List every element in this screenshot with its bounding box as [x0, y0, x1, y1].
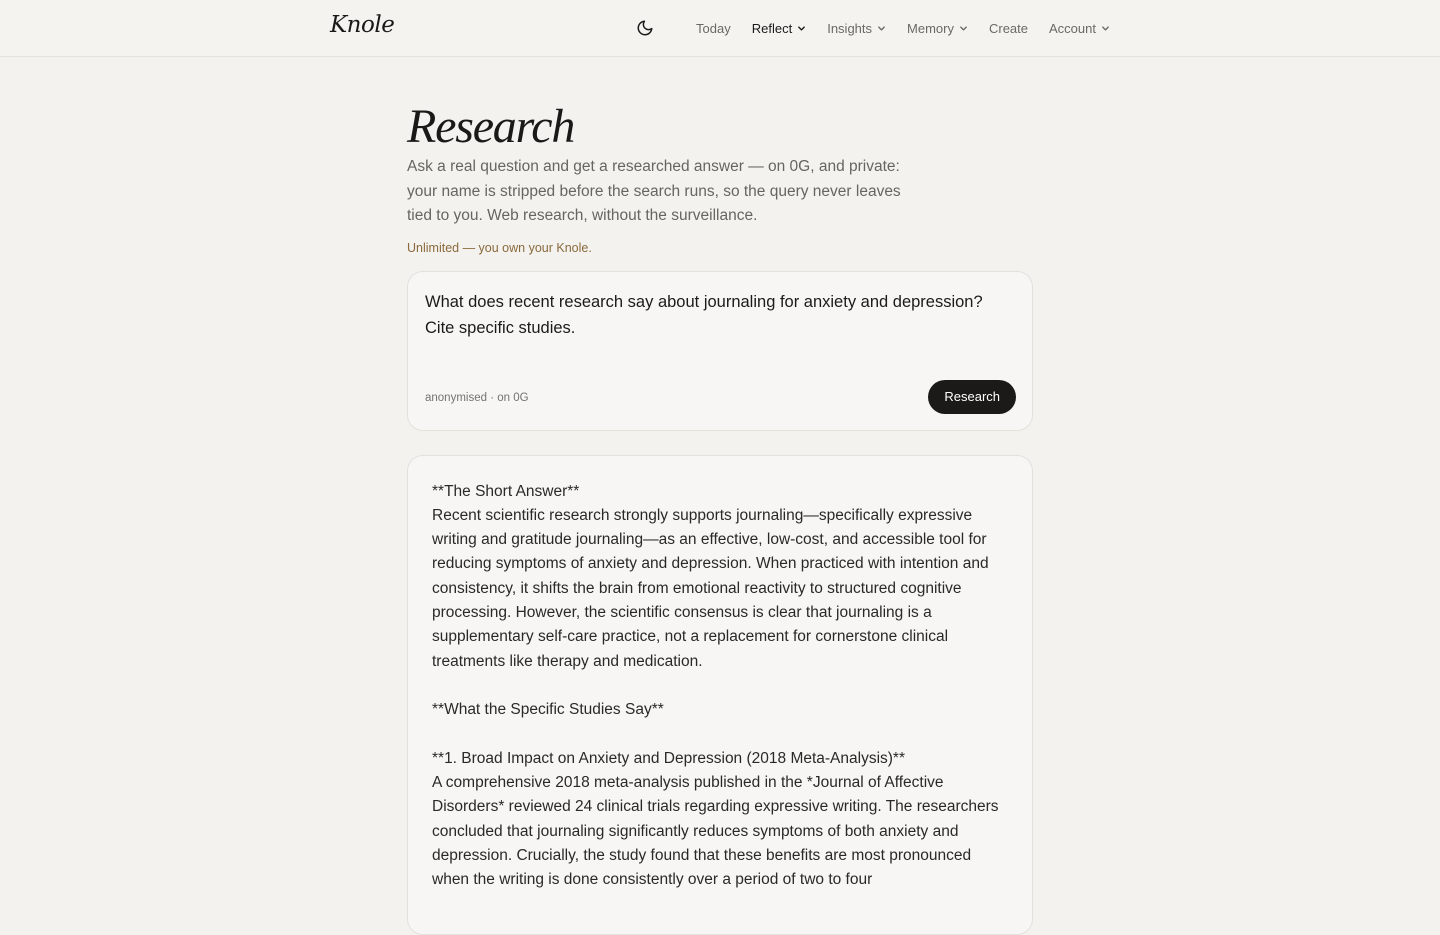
nav-insights-label: Insights: [827, 20, 873, 36]
nav-account[interactable]: [1049, 21, 1110, 36]
knole-logo[interactable]: Knole: [330, 12, 395, 38]
nav-reflect[interactable]: [752, 21, 806, 36]
chevron-down-icon: [959, 24, 968, 33]
nav-today[interactable]: [696, 21, 731, 36]
nav-today-label: Today: [696, 20, 731, 36]
chevron-down-icon: [877, 24, 886, 33]
chevron-down-icon: [797, 24, 806, 33]
top-navigation-bar: [0, 0, 1440, 57]
nav-reflect-label: Reflect: [751, 20, 793, 36]
nav-create[interactable]: [989, 21, 1028, 36]
chevron-down-icon: [1101, 24, 1110, 33]
nav-memory[interactable]: [907, 21, 968, 36]
nav-memory-label: Memory: [907, 20, 954, 36]
moon-icon: [636, 19, 654, 37]
research-page: [407, 57, 1033, 935]
nav-account-label: Account: [1049, 20, 1096, 36]
research-button[interactable]: Research: [928, 380, 1016, 414]
page-intro: Ask a real question and get a researched answer — on 0G, and private: your name is stripped before the search runs, so the query never leaves tied to you. Web research, without the surveillance.: [407, 158, 901, 224]
query-input[interactable]: What does recent research say about journaling for anxiety and depression? Cite specific studies.: [425, 292, 983, 337]
nav-insights[interactable]: [827, 21, 886, 36]
page-title: Research: [407, 100, 575, 153]
plan-note: Unlimited — you own your Knole.: [407, 240, 592, 255]
main-nav: [634, 0, 1110, 56]
answer-text: **The Short Answer** Recent scientific research strongly supports journaling—specifically expressive writing and gratitude journaling—as an effective, low-cost, and accessible tool for reducing symptoms of anxiety and depression. When practiced with intention and consistency, it shifts the brain from emotional reactivity to structured cognitive processing. However, the scientific consensus is clear that journaling is a supplementary self-care practice, not a replacement for cornerstone clinical treatments like therapy and medication. **What the Specific Studies Say** **1. Broad Impact on Anxiety and Depression (2018 Meta-Analysis)** A comprehensive 2018 meta-analysis published in the *Journal of Affective Disorders* reviewed 24 clinical trials regarding expressive writing. The researchers concluded that journaling significantly reduces symptoms of both anxiety and depression. Crucially, the study found that these benefits are most pronounced when the writing is done consistently over a period of two to four: [432, 482, 999, 889]
query-privacy-meta: anonymised · on 0G: [425, 391, 529, 404]
theme-toggle-button[interactable]: [634, 17, 656, 39]
answer-card: [407, 455, 1033, 935]
query-card: [407, 271, 1033, 431]
nav-create-label: Create: [988, 20, 1029, 36]
